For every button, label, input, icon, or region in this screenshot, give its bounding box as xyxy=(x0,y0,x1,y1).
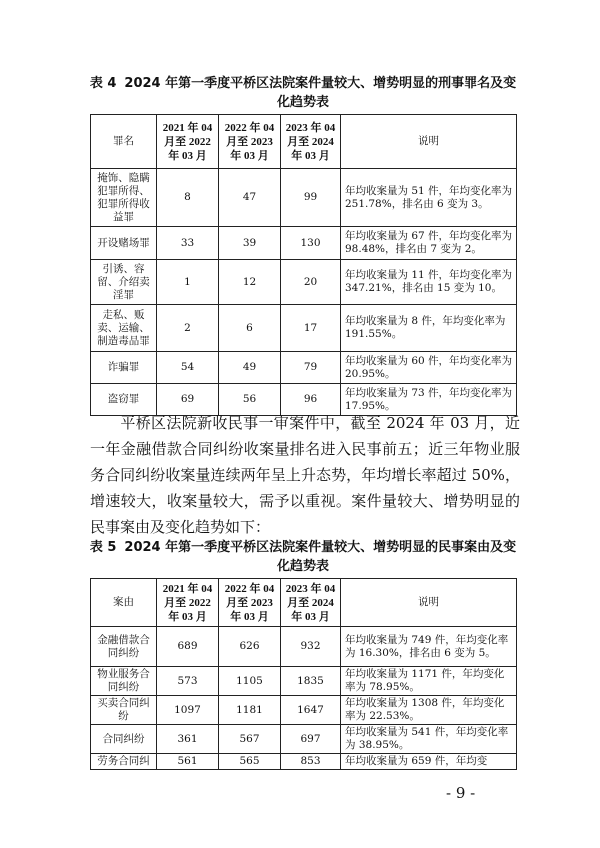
table5-cell-name: 劳务合同纠 xyxy=(91,754,157,770)
table5-cell-name: 金融借款合同纠纷 xyxy=(91,627,157,667)
table5-cell-desc: 年均收案量为 749 件，年均变化率为 16.30%，排名由 6 变为 5。 xyxy=(341,627,517,667)
table4-cell-y2: 47 xyxy=(219,169,281,227)
table5-cell-name: 买卖合同纠纷 xyxy=(91,696,157,725)
table5-cell-y1: 561 xyxy=(157,754,219,770)
table5-cell-y1: 361 xyxy=(157,725,219,754)
table5-cell-desc: 年均收案量为 1308 件，年均变化率为 22.53%。 xyxy=(341,696,517,725)
table4-cell-name: 掩饰、隐瞒犯罪所得、犯罪所得收益罪 xyxy=(91,169,157,227)
table4-cell-y2: 6 xyxy=(219,305,281,352)
table4-cell-name: 诈骗罪 xyxy=(91,352,157,384)
table4-header-y2: 2022 年 04 月至 2023 年 03 月 xyxy=(219,115,281,169)
table4-caption xyxy=(88,74,518,112)
table5-cell-y3: 853 xyxy=(281,754,341,770)
table5-cell-desc: 年均收案量为 541 件，年均变化率为 38.95%。 xyxy=(341,725,517,754)
table5-cell-y2: 567 xyxy=(219,725,281,754)
table5-header-y2: 2022 年 04 月至 2023 年 03 月 xyxy=(219,579,281,627)
table5-cell-y1: 573 xyxy=(157,667,219,696)
table5-cell-desc: 年均收案量为 659 件，年均变 xyxy=(341,754,517,770)
table5-cell-y3: 697 xyxy=(281,725,341,754)
table4-cell-name: 开设赌场罪 xyxy=(91,227,157,260)
table-row xyxy=(91,667,517,696)
table4-cell-name: 走私、贩卖、运输、制造毒品罪 xyxy=(91,305,157,352)
table5-cell-y1: 689 xyxy=(157,627,219,667)
table-row xyxy=(91,305,517,352)
table4-cell-y1: 33 xyxy=(157,227,219,260)
table5-cell-name: 物业服务合同纠纷 xyxy=(91,667,157,696)
table5-cell-y1: 1097 xyxy=(157,696,219,725)
table5-label: 表 5 xyxy=(89,540,117,555)
table5-caption xyxy=(88,538,518,576)
table4-label: 表 4 xyxy=(89,76,117,91)
table-row xyxy=(91,352,517,384)
table4-cell-y1: 1 xyxy=(157,260,219,305)
table-row xyxy=(91,169,517,227)
table4-header-desc: 说明 xyxy=(341,115,517,169)
table5-cell-name: 合同纠纷 xyxy=(91,725,157,754)
table4-cell-desc: 年均收案量为 8 件，年均变化率为 191.55%。 xyxy=(341,305,517,352)
table-row xyxy=(91,227,517,260)
table4-cell-y2: 56 xyxy=(219,384,281,416)
table4-cell-y3: 99 xyxy=(281,169,341,227)
table4-cell-desc: 年均收案量为 60 件，年均变化率为 20.95%。 xyxy=(341,352,517,384)
table5-cell-y2: 626 xyxy=(219,627,281,667)
table5-cell-y2: 565 xyxy=(219,754,281,770)
table5-cell-y2: 1181 xyxy=(219,696,281,725)
table5-header-y1: 2021 年 04 月至 2022 年 03 月 xyxy=(157,579,219,627)
table4-header-y3: 2023 年 04 月至 2024 年 03 月 xyxy=(281,115,341,169)
table4 xyxy=(90,114,517,416)
table-row xyxy=(91,696,517,725)
table5-header-row xyxy=(91,579,517,627)
table-row xyxy=(91,260,517,305)
table5-title: 2024 年第一季度平桥区法院案件量较大、增势明显的民事案由及变化趋势表 xyxy=(124,540,517,574)
table5-cell-y3: 932 xyxy=(281,627,341,667)
table4-cell-y1: 2 xyxy=(157,305,219,352)
table4-cell-y3: 20 xyxy=(281,260,341,305)
table5-header-desc: 说明 xyxy=(341,579,517,627)
table4-cell-y2: 39 xyxy=(219,227,281,260)
table4-cell-y1: 54 xyxy=(157,352,219,384)
table4-cell-y2: 49 xyxy=(219,352,281,384)
table4-cell-y2: 12 xyxy=(219,260,281,305)
table4-cell-desc: 年均收案量为 73 件，年均变化率为 17.95%。 xyxy=(341,384,517,416)
table4-cell-desc: 年均收案量为 67 件，年均变化率为 98.48%，排名由 7 变为 2。 xyxy=(341,227,517,260)
table5-cell-desc: 年均收案量为 1171 件，年均变化率为 78.95%。 xyxy=(341,667,517,696)
table5-cell-y2: 1105 xyxy=(219,667,281,696)
table-row xyxy=(91,627,517,667)
table-row xyxy=(91,754,517,770)
body-paragraph xyxy=(90,410,520,540)
table4-cell-name: 盗窃罪 xyxy=(91,384,157,416)
table5 xyxy=(90,578,517,770)
table5-header-y3: 2023 年 04 月至 2024 年 03 月 xyxy=(281,579,341,627)
table4-cell-y1: 69 xyxy=(157,384,219,416)
table-row xyxy=(91,725,517,754)
table4-cell-y3: 17 xyxy=(281,305,341,352)
table5-cell-y3: 1647 xyxy=(281,696,341,725)
table4-cell-y3: 79 xyxy=(281,352,341,384)
table4-header-name: 罪名 xyxy=(91,115,157,169)
table4-header-row xyxy=(91,115,517,169)
page-number: - 9 - xyxy=(446,784,476,802)
table4-cell-desc: 年均收案量为 51 件，年均变化率为 251.78%，排名由 6 变为 3。 xyxy=(341,169,517,227)
table4-cell-desc: 年均收案量为 11 件，年均变化率为 347.21%，排名由 15 变为 10。 xyxy=(341,260,517,305)
table4-cell-y3: 96 xyxy=(281,384,341,416)
table4-cell-y3: 130 xyxy=(281,227,341,260)
paragraph-text: 平桥区法院新收民事一审案件中，截至 2024 年 03 月，近一年金融借款合同纠纷收案量排名进入民事前五；近三年物业服务合同纠纷收案量连续两年呈上升态势，年均增长率超过 50%，增速较大，收案量较大，需予以重视。案件量较大、增势明显的民事案由及变化趋势如下： xyxy=(90,414,520,536)
table4-header-y1: 2021 年 04 月至 2022 年 03 月 xyxy=(157,115,219,169)
table4-cell-name: 引诱、容留、介绍卖淫罪 xyxy=(91,260,157,305)
table5-header-name: 案由 xyxy=(91,579,157,627)
table4-title: 2024 年第一季度平桥区法院案件量较大、增势明显的刑事罪名及变化趋势表 xyxy=(124,76,517,110)
table5-cell-y3: 1835 xyxy=(281,667,341,696)
table4-cell-y1: 8 xyxy=(157,169,219,227)
